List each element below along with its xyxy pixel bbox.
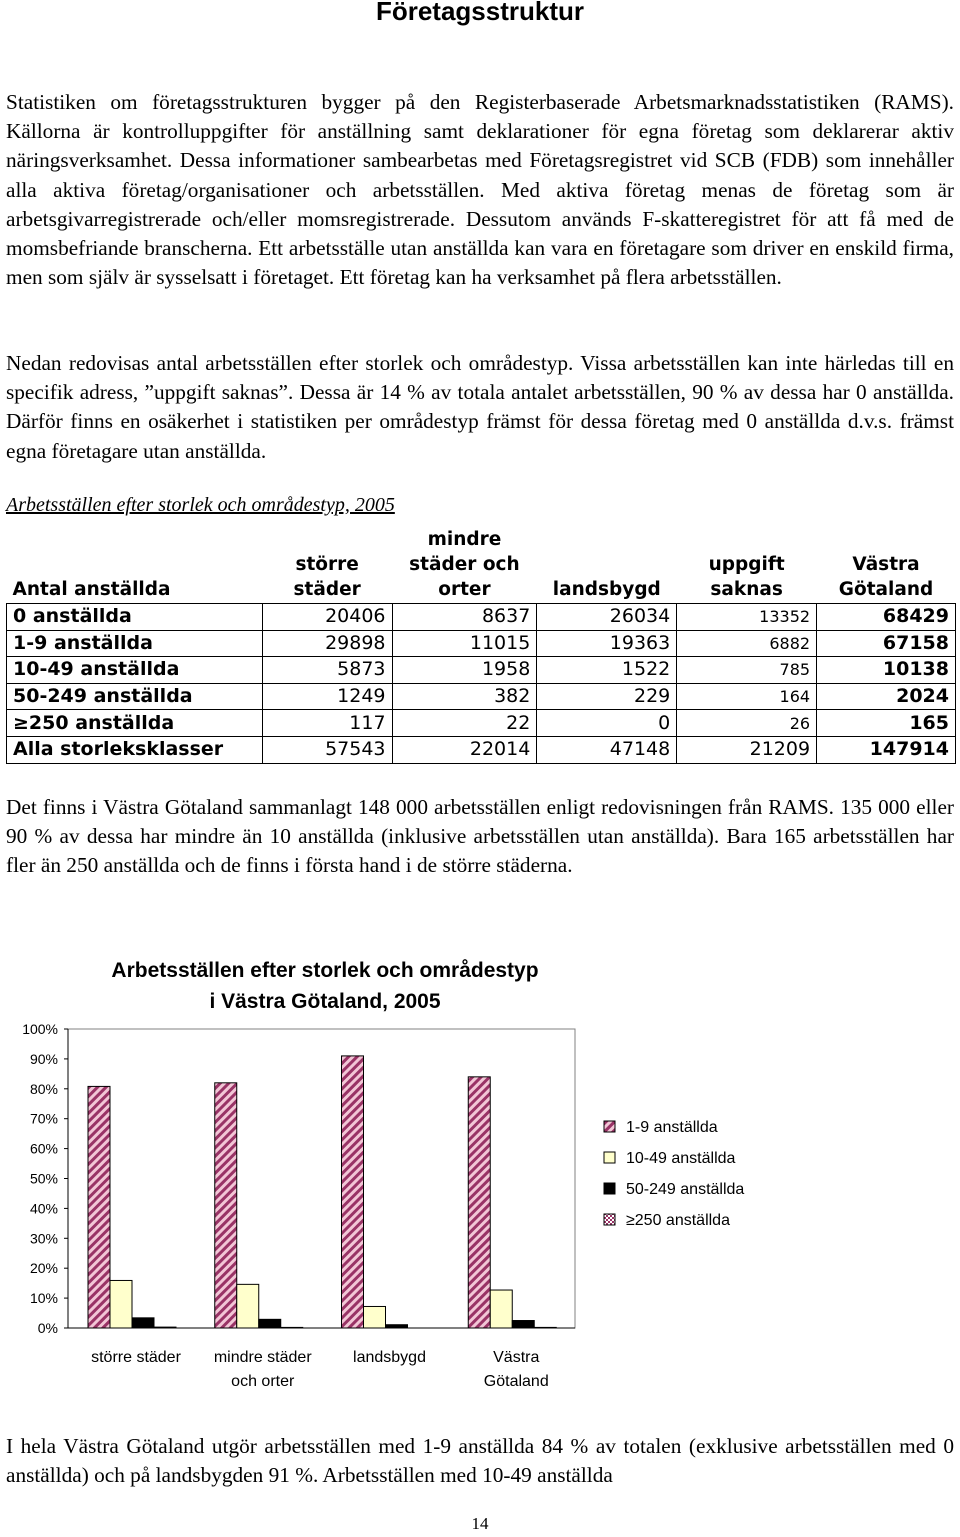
bar — [88, 1086, 110, 1328]
table-cell: 229 — [537, 683, 677, 710]
table-cell: 22 — [392, 710, 537, 737]
total-cell: 67158 — [817, 630, 956, 657]
bar — [490, 1290, 512, 1328]
x-tick-label: Västra — [493, 1349, 540, 1366]
table-cell: 29898 — [262, 630, 392, 657]
header-cell: Antal anställda — [7, 520, 263, 604]
x-tick-label: större städer — [91, 1349, 181, 1366]
bar — [259, 1319, 281, 1328]
total-cell: 2024 — [817, 683, 956, 710]
row-label: 0 anställda — [7, 604, 263, 631]
intro-paragraph: Statistiken om företagsstrukturen bygger på den Registerbaserade Arbetsmarknadsstatistiken (RAMS). Källorna är kontrolluppgifter för anställning samt deklarationer för egna företag som deklarerar aktiv näringsverksamhet. Dessa informationer sambearbetas med Företagsregistret vid SCB (FDB) som innehåller alla aktiva företag/organisationer och arbetsställen. Med aktiva företag menas de företag som är arbetsgivarregistrerade och/eller momsregistrerade. Dessutom används F-skatteregistret för att få med de momsbefriande branscherna. Ett arbetsställe utan anställda kan vara en företagare som driver en enskild firma, men som själv är sysselsatt i företaget. Ett företag kan ha verksamhet på flera arbetsställen. — [6, 90, 954, 290]
y-tick-label: 70% — [29, 1110, 58, 1127]
bar — [534, 1327, 556, 1328]
row-label: Alla storleksklasser — [7, 736, 263, 763]
bar — [215, 1083, 237, 1328]
row-label: 50-249 anställda — [7, 683, 263, 710]
table-row — [7, 710, 956, 737]
row-label: 1-9 anställda — [7, 630, 263, 657]
legend-swatch — [604, 1183, 615, 1194]
y-tick-label: 60% — [29, 1140, 58, 1157]
legend-label: 10-49 anställda — [626, 1150, 736, 1167]
y-tick-label: 100% — [22, 1021, 58, 1037]
header-cell: uppgift saknas — [677, 520, 817, 604]
bar — [132, 1318, 154, 1328]
table-row — [7, 657, 956, 684]
bar — [386, 1325, 408, 1328]
chart-title-line-2: i Västra Götaland, 2005 — [209, 990, 441, 1013]
x-tick-label: landsbygd — [353, 1349, 426, 1366]
y-tick-label: 10% — [29, 1290, 58, 1307]
legend-swatch — [604, 1121, 615, 1132]
closing-paragraph: I hela Västra Götaland utgör arbetsställen med 1-9 anställda 84 % av totalen (exklusive arbetsställen med 0 anställda) och på landsbygden 91 %. Arbetsställen med 10-49 anställda — [6, 1434, 954, 1488]
table-header-row — [7, 520, 956, 604]
bar — [364, 1306, 386, 1328]
method-paragraph: Nedan redovisas antal arbetsställen efter storlek och områdestyp. Vissa arbetsställen kan inte härledas till en specifik adress, ”uppgift saknas”. Dessa är 14 % av totala antalet arbetsställen, 90 % av dessa har 0 anställda. Därför finns en osäkerhet i statistiken per områdestyp främst för dessa företag med 0 anställda d.v.s. främst egna företagare utan anställda. — [6, 351, 954, 463]
legend-label: ≥250 anställda — [626, 1212, 730, 1229]
summary-paragraph: Det finns i Västra Götaland sammanlagt 148 000 arbetsställen enligt redovisningen från RAMS. 135 000 eller 90 % av dessa har mindre än 10 anställda (inklusive arbetsställen utan anställda). Bara 165 arbetsställen har fler än 250 anställda och de finns i första hand i de större städerna. — [6, 795, 954, 878]
header-cell: större städer — [262, 520, 392, 604]
bar-chart — [0, 945, 960, 1405]
table-cell: 0 — [537, 710, 677, 737]
bar — [237, 1284, 259, 1328]
table-row — [7, 604, 956, 631]
legend-label: 1-9 anställda — [626, 1119, 718, 1136]
bar — [281, 1327, 303, 1328]
legend-label: 50-249 anställda — [626, 1181, 745, 1198]
chart-title-line-1: Arbetsställen efter storlek och områdestyp — [111, 959, 539, 982]
table-cell: 117 — [262, 710, 392, 737]
page-number: 14 — [471, 1514, 489, 1533]
table-cell: 785 — [677, 657, 817, 684]
table-cell: 26034 — [537, 604, 677, 631]
table-cell: 22014 — [392, 736, 537, 763]
y-tick-label: 40% — [29, 1200, 58, 1217]
y-tick-label: 20% — [29, 1260, 58, 1277]
y-tick-label: 90% — [29, 1050, 58, 1067]
row-label: 10-49 anställda — [7, 657, 263, 684]
bar — [110, 1280, 132, 1328]
table-cell: 1522 — [537, 657, 677, 684]
header-cell: landsbygd — [537, 520, 677, 604]
total-cell: 10138 — [817, 657, 956, 684]
table-row — [7, 736, 956, 763]
table-cell: 11015 — [392, 630, 537, 657]
table-cell: 47148 — [537, 736, 677, 763]
table-cell: 19363 — [537, 630, 677, 657]
table-cell: 1958 — [392, 657, 537, 684]
bar — [512, 1321, 534, 1328]
bar — [154, 1327, 176, 1328]
bar — [468, 1077, 490, 1328]
table-row — [7, 630, 956, 657]
table-cell: 21209 — [677, 736, 817, 763]
total-cell: 68429 — [817, 604, 956, 631]
table-cell: 8637 — [392, 604, 537, 631]
y-tick-label: 0% — [37, 1320, 58, 1336]
x-tick-label: mindre städer — [213, 1349, 312, 1366]
workplaces-table — [6, 520, 956, 764]
table-cell: 1249 — [262, 683, 392, 710]
x-tick-label: Götaland — [483, 1373, 549, 1390]
legend-swatch — [604, 1152, 615, 1163]
total-cell: 147914 — [817, 736, 956, 763]
x-tick-label: och orter — [231, 1373, 295, 1390]
y-tick-label: 80% — [29, 1080, 58, 1097]
table-cell: 26 — [677, 710, 817, 737]
table-cell: 13352 — [677, 604, 817, 631]
row-label: ≥250 anställda — [7, 710, 263, 737]
table-cell: 57543 — [262, 736, 392, 763]
table-cell: 6882 — [677, 630, 817, 657]
total-cell: 165 — [817, 710, 956, 737]
table-row — [7, 683, 956, 710]
plot-area — [68, 1029, 575, 1328]
header-cell: Västra Götaland — [817, 520, 956, 604]
bar — [342, 1056, 364, 1328]
page-title: Företagsstruktur — [375, 0, 585, 26]
table-cell: 164 — [677, 683, 817, 710]
y-tick-label: 30% — [29, 1230, 58, 1247]
table-cell: 20406 — [262, 604, 392, 631]
table-cell: 5873 — [262, 657, 392, 684]
table-caption: Arbetsställen efter storlek och områdestyp, 2005 — [6, 494, 395, 516]
header-cell: mindre städer och orter — [392, 520, 537, 604]
y-tick-label: 50% — [29, 1170, 58, 1187]
legend-swatch — [604, 1214, 615, 1225]
table-cell: 382 — [392, 683, 537, 710]
